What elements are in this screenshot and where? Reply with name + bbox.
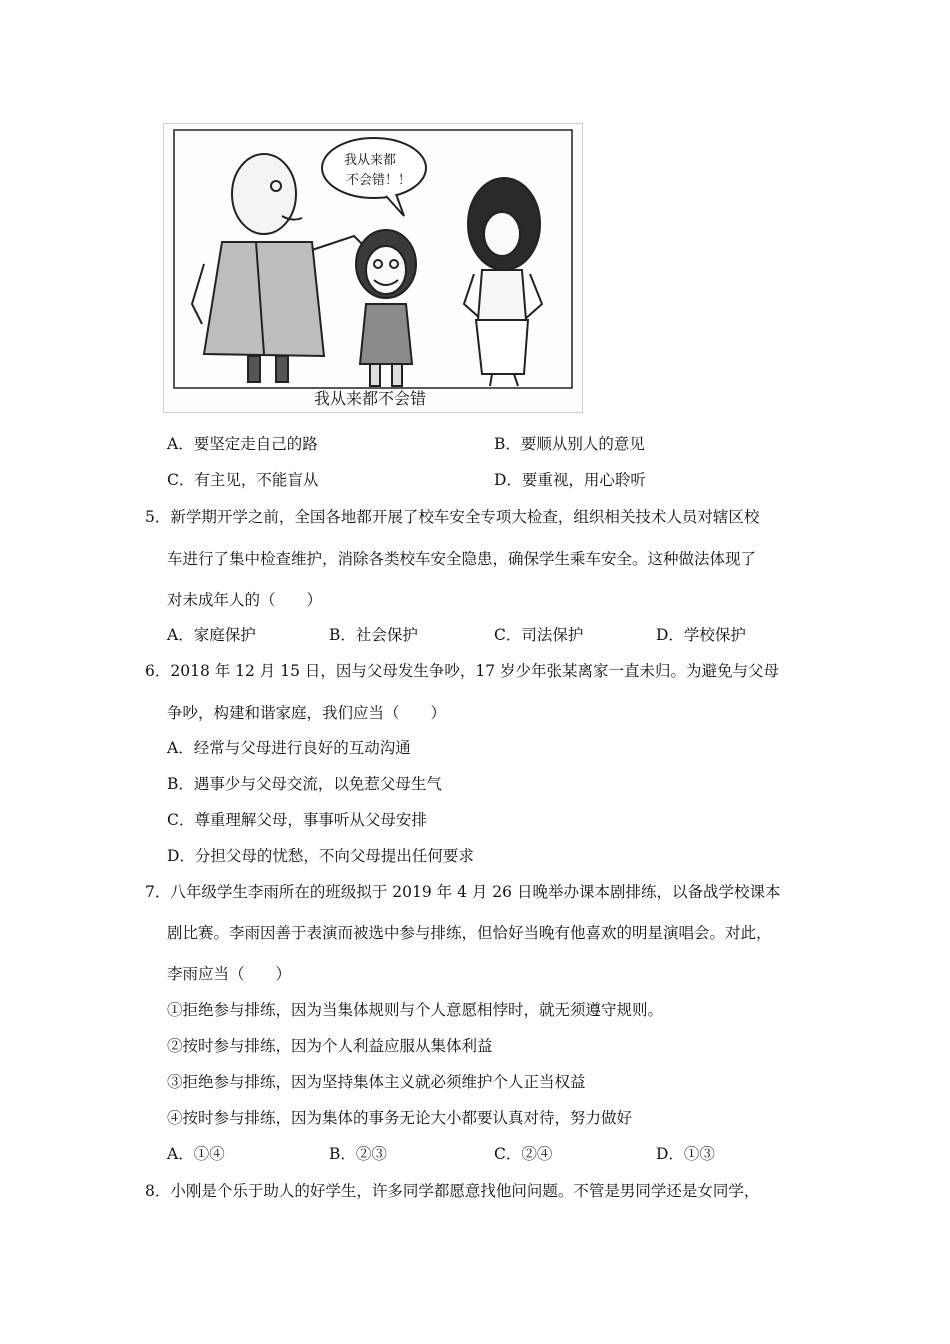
q4-option-c: C．有主见，不能盲从 (167, 471, 319, 489)
speech-bubble (322, 138, 426, 198)
q8-stem-line-1: 8．小刚是个乐于助人的好学生，许多同学都愿意找他问问题。不管是男同学还是女同学， (145, 1182, 760, 1200)
q7-stem-line-3: 李雨应当（ ） (167, 965, 292, 983)
girl-figure (356, 230, 416, 386)
q5-stem-line-2: 车进行了集中检查维护，消除各类校车安全隐患，确保学生乘车安全。这种做法体现了 (167, 550, 757, 568)
q5-option-c: C．司法保护 (494, 626, 584, 644)
q4-option-b: B．要顺从别人的意见 (494, 435, 645, 453)
q7-item-3: ③拒绝参与排练，因为坚持集体主义就必须维护个人正当权益 (167, 1073, 586, 1091)
q5-stem-line-3: 对未成年人的（ ） (167, 591, 323, 609)
q4-option-d: D．要重视，用心聆听 (494, 471, 646, 489)
q7-item-4: ④按时参与排练，因为集体的事务无论大小都要认真对待，努力做好 (167, 1109, 633, 1127)
q7-stem-line-1: 7．八年级学生李雨所在的班级拟于 2019 年 4 月 26 日晚举办课本剧排练，以备战学校课本 (145, 883, 781, 901)
q7-option-c: C．②④ (494, 1145, 553, 1163)
q7-option-b: B．②③ (329, 1145, 387, 1163)
q6-option-b: B．遇事少与父母交流，以免惹父母生气 (167, 775, 442, 793)
q5-stem-line-1: 5．新学期开学之前，全国各地都开展了校车安全专项大检查，组织相关技术人员对辖区校 (145, 508, 760, 526)
q7-option-a: A．①④ (167, 1145, 225, 1163)
q4-option-a: A．要坚定走自己的路 (167, 435, 318, 453)
cartoon-image (163, 123, 583, 413)
q7-item-1: ①拒绝参与排练，因为当集体规则与个人意愿相悖时，就无须遵守规则。 (167, 1001, 664, 1019)
q7-item-2: ②按时参与排练，因为个人利益应服从集体利益 (167, 1037, 493, 1055)
q5-option-a: A．家庭保护 (167, 626, 256, 644)
q6-option-c: C．尊重理解父母，事事听从父母安排 (167, 811, 427, 829)
q7-stem-line-2: 剧比赛。李雨因善于表演而被选中参与排练，但恰好当晚有他喜欢的明星演唱会。对此， (167, 924, 772, 942)
speech-line-2: 不会错！！ (346, 173, 412, 188)
q7-option-d: D．①③ (656, 1145, 715, 1163)
cartoon-drawing (164, 124, 582, 412)
q6-stem-line-2: 争吵，构建和谐家庭，我们应当（ ） (167, 704, 447, 722)
q6-option-a: A．经常与父母进行良好的互动沟通 (167, 739, 411, 757)
speech-line-1: 我从来都 (344, 153, 397, 168)
cartoon-caption: 我从来都不会错 (314, 389, 427, 408)
q5-option-d: D．学校保护 (656, 626, 746, 644)
woman-figure (464, 178, 542, 386)
q6-stem-line-1: 6．2018 年 12 月 15 日，因与父母发生争吵，17 岁少年张某离家一直未归。为避免与父母 (145, 662, 780, 680)
q5-option-b: B．社会保护 (329, 626, 418, 644)
q6-option-d: D．分担父母的忧愁，不向父母提出任何要求 (167, 847, 474, 865)
